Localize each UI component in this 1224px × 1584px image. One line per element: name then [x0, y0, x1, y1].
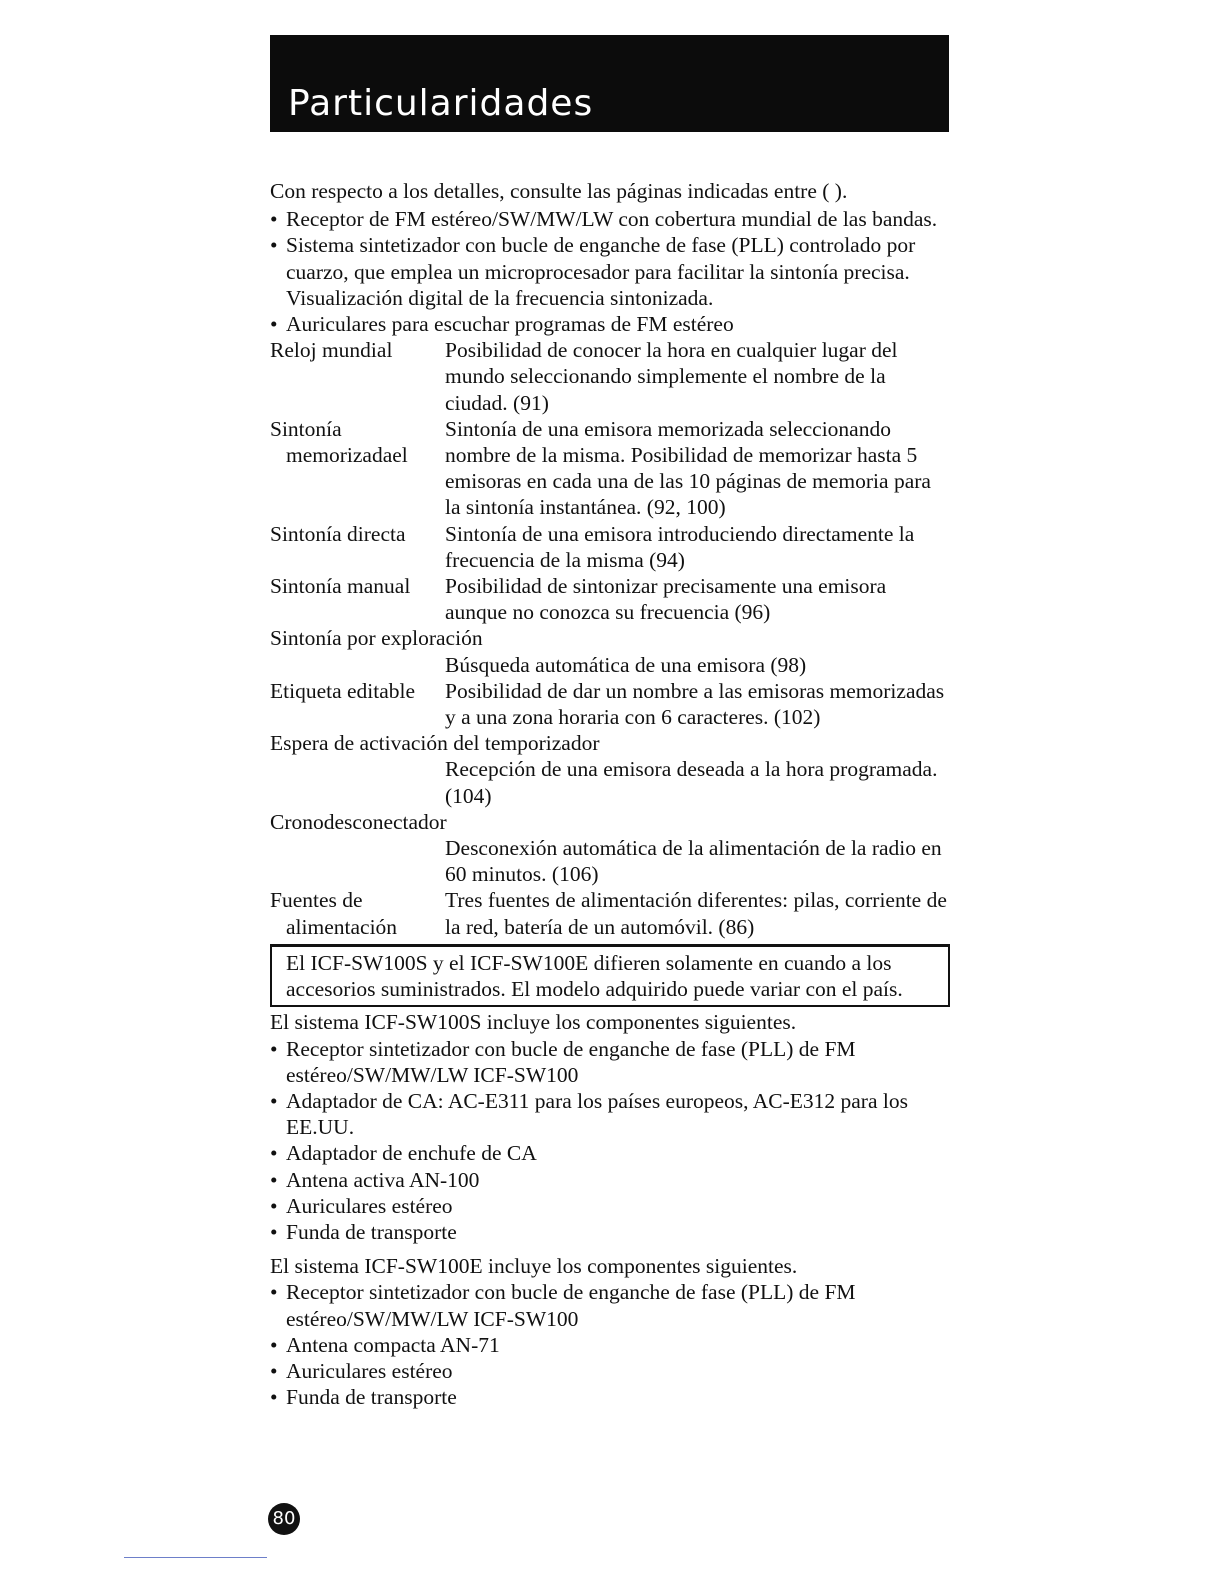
list-item: • Adaptador de CA: AC-E311 para los países europeos, AC-E312 para los EE.UU.	[270, 1088, 908, 1140]
feature-cronodesconectador	[270, 809, 950, 888]
bullet-icon: •	[270, 207, 278, 232]
bullet-icon: •	[270, 1167, 278, 1192]
feature-bullets	[270, 206, 950, 337]
feature-sintonia-directa	[270, 521, 950, 573]
bullet-icon: •	[270, 1219, 278, 1244]
feature-espera-temporizador	[270, 730, 950, 809]
page-number-badge: 80	[268, 1503, 300, 1535]
bullet-icon: •	[270, 1193, 278, 1218]
list-item: • Receptor de FM estéreo/SW/MW/LW con cobertura mundial de las bandas.	[270, 207, 938, 232]
intro-text: Con respecto a los detalles, consulte las páginas indicadas entre ( ).	[270, 179, 848, 203]
bullet-icon: •	[270, 1332, 278, 1357]
feature-term: Etiqueta editable	[270, 678, 416, 703]
list-item: • Sistema sintetizador con bucle de enganche de fase (PLL) controlado por cuarzo, que emplea un microprocesador para facilitar la sintonía precisa. Visualización digital de la frecuencia sintonizada.	[270, 233, 916, 310]
list-item: • Antena activa AN-100	[270, 1167, 480, 1192]
bullet-icon: •	[270, 1141, 278, 1166]
bullet-icon: •	[270, 1358, 278, 1383]
bullet-icon: •	[270, 312, 278, 337]
sw100s-components-list	[270, 1036, 950, 1246]
list-item: • Receptor sintetizador con bucle de enganche de fase (PLL) de FM estéreo/SW/MW/LW ICF-SW100	[270, 1280, 856, 1331]
bullet-icon: •	[270, 1088, 278, 1113]
feature-sintonia-manual	[270, 573, 950, 625]
feature-sintonia-memorizada	[270, 416, 950, 521]
feature-sintonia-exploracion	[270, 625, 950, 677]
bullet-icon: •	[270, 233, 278, 258]
feature-reloj-mundial	[270, 337, 950, 416]
list-item: • Antena compacta AN-71	[270, 1332, 500, 1357]
sw100e-components-list	[270, 1279, 950, 1410]
feature-desc: Desconexión automática de la alimentación de la radio en 60 minutos. (106)	[445, 836, 942, 887]
feature-desc: Sintonía de una emisora introduciendo directamente la frecuencia de la misma (94)	[445, 521, 915, 572]
feature-term: Cronodesconectador	[270, 809, 447, 834]
feature-term: Sintonía memorizadael	[270, 416, 408, 468]
footer-divider	[124, 1557, 267, 1558]
list-item: • Receptor sintetizador con bucle de enganche de fase (PLL) de FM estéreo/SW/MW/LW ICF-SW100	[270, 1036, 856, 1087]
header-bar	[270, 35, 949, 132]
feature-term: Sintonía directa	[270, 521, 406, 546]
model-note-box: El ICF-SW100S y el ICF-SW100E difieren solamente en cuando a los accesorios suministrados. El modelo adquirido puede variar con el país.	[270, 944, 950, 1007]
bullet-icon: •	[270, 1036, 278, 1061]
feature-desc: Posibilidad de dar un nombre a las emisoras memorizadas y a una zona horaria con 6 caracteres. (102)	[445, 678, 945, 730]
list-item: • Auriculares para escuchar programas de FM estéreo	[270, 312, 734, 337]
feature-desc: Tres fuentes de alimentación diferentes: pilas, corriente de la red, batería de un automóvil. (86)	[445, 888, 947, 939]
feature-desc: Búsqueda automática de una emisora (98)	[445, 652, 807, 677]
list-item: • Adaptador de enchufe de CA	[270, 1141, 537, 1166]
list-item: • Auriculares estéreo	[270, 1358, 453, 1383]
feature-desc: Posibilidad de sintonizar precisamente una emisora aunque no conozca su frecuencia (96)	[445, 574, 887, 625]
page-title: Particularidades	[288, 83, 594, 124]
feature-term: Fuentes de alimentación	[270, 888, 398, 939]
main-content	[270, 178, 950, 1410]
list-item: • Funda de transporte	[270, 1219, 457, 1244]
feature-term: Reloj mundial	[270, 338, 393, 363]
feature-term: Sintonía por exploración	[270, 626, 483, 651]
feature-desc: Recepción de una emisora deseada a la hora programada. (104)	[445, 757, 938, 808]
feature-desc: Posibilidad de conocer la hora en cualquier lugar del mundo seleccionando simplemente el nombre de la ciudad. (91)	[445, 338, 898, 415]
feature-desc: Sintonía de una emisora memorizada seleccionando nombre de la misma. Posibilidad de memorizar hasta 5 emisoras en cada una de las 10 páginas de memoria para la sintonía instantánea. (92, 100)	[445, 416, 931, 520]
feature-term: Espera de activación del temporizador	[270, 731, 600, 756]
list-item: • Auriculares estéreo	[270, 1193, 453, 1218]
sw100s-section-title: El sistema ICF-SW100S incluye los componentes siguientes.	[270, 1010, 797, 1035]
feature-term: Sintonía manual	[270, 574, 411, 599]
feature-etiqueta-editable	[270, 678, 950, 730]
list-item: • Funda de transporte	[270, 1385, 457, 1410]
sw100e-section-title: El sistema ICF-SW100E incluye los componentes siguientes.	[270, 1254, 798, 1279]
feature-fuentes-alimentacion	[270, 887, 950, 939]
bullet-icon: •	[270, 1280, 278, 1305]
bullet-icon: •	[270, 1385, 278, 1410]
